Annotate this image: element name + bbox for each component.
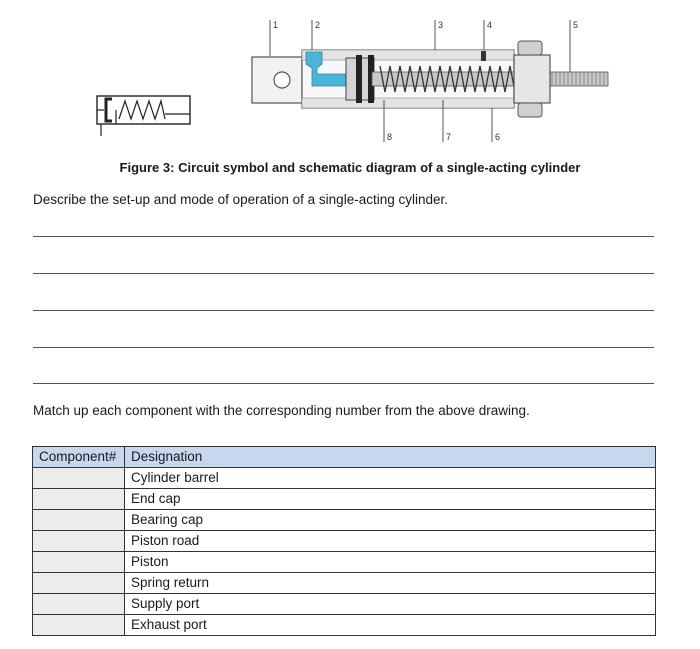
table-header-row bbox=[33, 447, 656, 468]
component-number-cell[interactable] bbox=[33, 573, 125, 594]
callout-6: 6 bbox=[495, 132, 501, 142]
designation-cell: Piston bbox=[125, 552, 656, 573]
table-row bbox=[33, 489, 656, 510]
header-component-number: Component# bbox=[33, 447, 125, 468]
component-number-cell[interactable] bbox=[33, 468, 125, 489]
callout-5: 5 bbox=[573, 20, 579, 30]
match-prompt: Match up each component with the corresponding number from the above drawing. bbox=[33, 403, 530, 418]
table-row bbox=[33, 573, 656, 594]
table-row bbox=[33, 615, 656, 636]
cylinder-figure bbox=[0, 0, 700, 160]
answer-line[interactable] bbox=[33, 273, 654, 274]
designation-cell: End cap bbox=[125, 489, 656, 510]
answer-line[interactable] bbox=[33, 310, 654, 311]
header-designation: Designation bbox=[125, 447, 656, 468]
callout-8: 8 bbox=[387, 132, 393, 142]
caption-text: Circuit symbol and schematic diagram of a single-acting cylinder bbox=[178, 160, 581, 175]
component-number-cell[interactable] bbox=[33, 510, 125, 531]
component-number-cell[interactable] bbox=[33, 531, 125, 552]
table-row bbox=[33, 531, 656, 552]
answer-line[interactable] bbox=[33, 236, 654, 237]
table-row bbox=[33, 594, 656, 615]
circuit-symbol bbox=[97, 96, 190, 136]
callout-3: 3 bbox=[438, 20, 444, 30]
caption-label: Figure 3: bbox=[119, 160, 175, 175]
table-row bbox=[33, 552, 656, 573]
designation-cell: Piston road bbox=[125, 531, 656, 552]
answer-line[interactable] bbox=[33, 383, 654, 384]
designation-cell: Spring return bbox=[125, 573, 656, 594]
component-number-cell[interactable] bbox=[33, 552, 125, 573]
designation-cell: Cylinder barrel bbox=[125, 468, 656, 489]
table-row bbox=[33, 510, 656, 531]
table-row bbox=[33, 468, 656, 489]
component-number-cell[interactable] bbox=[33, 594, 125, 615]
figure-caption bbox=[0, 160, 700, 175]
component-table bbox=[32, 446, 656, 636]
designation-cell: Supply port bbox=[125, 594, 656, 615]
cylinder-schematic bbox=[252, 41, 608, 117]
designation-cell: Bearing cap bbox=[125, 510, 656, 531]
describe-prompt: Describe the set-up and mode of operation of a single-acting cylinder. bbox=[33, 192, 448, 207]
answer-line[interactable] bbox=[33, 347, 654, 348]
component-number-cell[interactable] bbox=[33, 615, 125, 636]
callout-7: 7 bbox=[446, 132, 452, 142]
callout-4: 4 bbox=[487, 20, 493, 30]
callout-2: 2 bbox=[315, 20, 321, 30]
component-number-cell[interactable] bbox=[33, 489, 125, 510]
designation-cell: Exhaust port bbox=[125, 615, 656, 636]
callout-1: 1 bbox=[273, 20, 279, 30]
